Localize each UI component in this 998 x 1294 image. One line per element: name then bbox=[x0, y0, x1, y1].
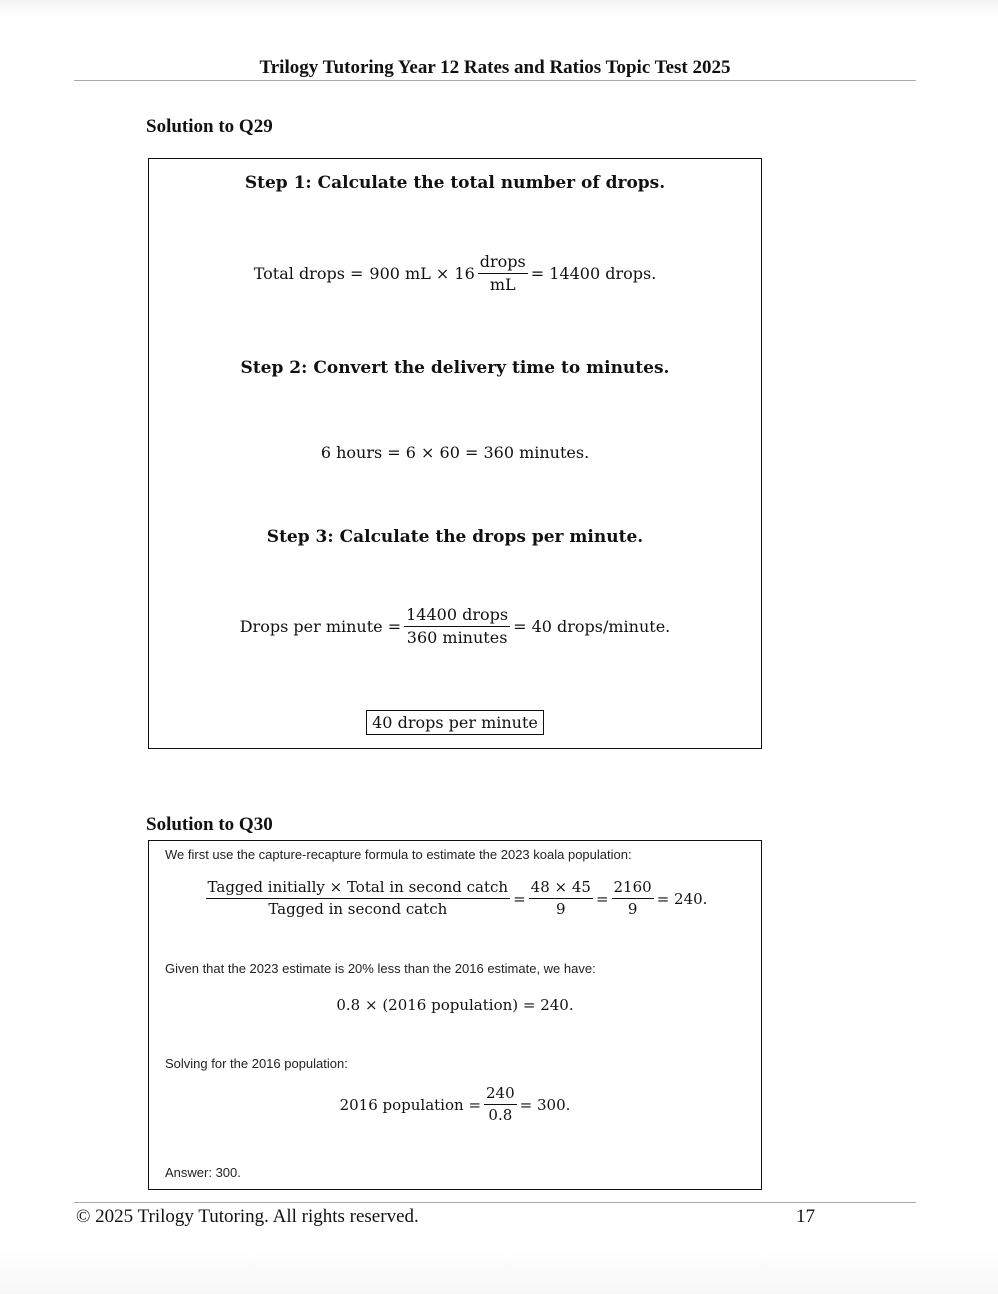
q30-product-fraction bbox=[529, 879, 593, 919]
q30-answer-text: Answer: 300. bbox=[165, 1165, 241, 1180]
header-divider bbox=[74, 80, 916, 81]
q29-step2-eq-text: 6 hours = 6 × 60 = 360 minutes. bbox=[320, 443, 590, 462]
q29-boxed-answer: 40 drops per minute bbox=[366, 710, 544, 735]
q30-formula-den: Tagged in second catch bbox=[268, 900, 448, 919]
q29-step3-fraction bbox=[404, 606, 510, 648]
q30-product-den: 9 bbox=[556, 900, 566, 919]
q29-step2-title: Step 2: Convert the delivery time to minutes. bbox=[240, 358, 670, 378]
q29-step2-equation bbox=[149, 443, 761, 462]
q29-step1-lhs: Total drops = bbox=[253, 264, 364, 284]
q29-step3-frac-num: 14400 drops bbox=[404, 606, 510, 627]
q30-heading: Solution to Q30 bbox=[146, 814, 273, 835]
q29-step1-frac-den: mL bbox=[489, 275, 516, 295]
q30-capture-recapture-equation bbox=[149, 877, 761, 919]
q29-answer-row bbox=[149, 710, 761, 735]
q29-solution-box bbox=[148, 158, 762, 749]
q30-formula-num: Tagged initially × Total in second catch bbox=[206, 879, 511, 899]
q30-product-num: 48 × 45 bbox=[529, 879, 593, 899]
q29-step3-lhs: Drops per minute = bbox=[239, 617, 402, 637]
q30-solution-lhs: 2016 population = bbox=[339, 1095, 482, 1114]
q29-step1-equation bbox=[149, 253, 761, 295]
q30-value-num: 2160 bbox=[612, 879, 654, 899]
q30-eq-sign-1: = bbox=[513, 889, 526, 908]
footer-divider bbox=[74, 1202, 916, 1203]
q30-value-den: 9 bbox=[627, 900, 638, 919]
q30-solution-equation bbox=[149, 1085, 761, 1125]
q29-step1-fraction bbox=[478, 253, 528, 295]
q30-given-text: Given that the 2023 estimate is 20% less than the 2016 estimate, we have: bbox=[165, 961, 596, 976]
q30-formula-fraction bbox=[206, 879, 511, 919]
q29-step1-rhs: = 14400 drops. bbox=[530, 264, 657, 284]
q30-solution-den: 0.8 bbox=[488, 1106, 513, 1125]
q30-solution-num: 240 bbox=[484, 1085, 517, 1105]
q30-intro-text: We first use the capture-recapture formula to estimate the 2023 koala population: bbox=[165, 847, 632, 862]
q29-step3-frac-den: 360 minutes bbox=[406, 628, 508, 648]
footer-copyright: © 2025 Trilogy Tutoring. All rights reserved. bbox=[76, 1206, 419, 1227]
q30-population-eq-text: 0.8 × (2016 population) = 240. bbox=[336, 996, 574, 1014]
q30-eq-sign-2: = bbox=[595, 889, 609, 908]
q29-step3-equation bbox=[149, 606, 761, 648]
q30-solution-fraction bbox=[484, 1085, 517, 1125]
q30-population-equation bbox=[149, 995, 761, 1014]
q29-step1-mid: 900 mL × 16 bbox=[369, 264, 475, 284]
q30-value-fraction bbox=[612, 879, 654, 919]
q30-solving-text: Solving for the 2016 population: bbox=[165, 1056, 348, 1071]
page-header-title: Trilogy Tutoring Year 12 Rates and Ratios Topic Test 2025 bbox=[259, 57, 731, 78]
q29-step1-title: Step 1: Calculate the total number of drops. bbox=[244, 173, 666, 193]
q29-step1-frac-num: drops bbox=[478, 253, 528, 274]
q29-heading: Solution to Q29 bbox=[146, 116, 273, 137]
q29-step3-rhs: = 40 drops/minute. bbox=[513, 617, 671, 637]
q30-formula-rhs: = 240. bbox=[656, 889, 708, 908]
page-number: 17 bbox=[796, 1206, 815, 1227]
q29-step3-title: Step 3: Calculate the drops per minute. bbox=[266, 527, 644, 547]
q30-solution-rhs: = 300. bbox=[519, 1095, 571, 1114]
q30-solution-box bbox=[148, 840, 762, 1190]
